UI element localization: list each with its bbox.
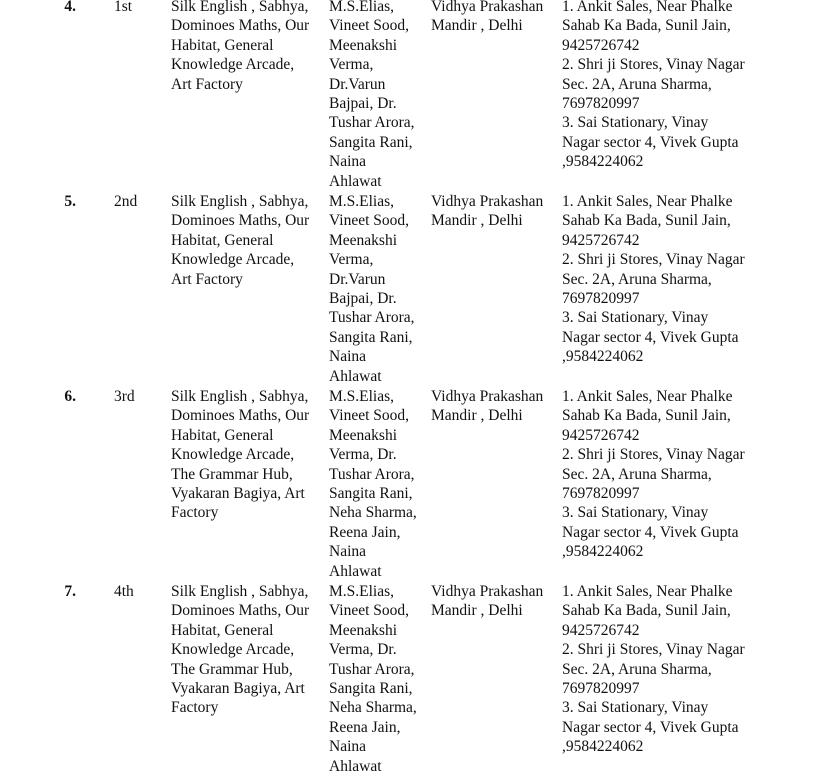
vendor-line: 7697820997 — [562, 680, 640, 698]
author-name-line: Tushar Arora, — [329, 309, 415, 327]
book-title-line: Silk English , Sabhya, — [171, 388, 309, 405]
vendors-cell — [562, 582, 802, 757]
book-title-line: Vyakaran Bagiya, Art — [171, 680, 305, 698]
author-name-line: Sangita Rani, — [329, 680, 413, 698]
author-name-line: Ahlawat — [329, 172, 382, 190]
publisher-line: Mandir , Delhi — [431, 407, 523, 425]
author-name-line: Vineet Sood, — [329, 17, 410, 35]
author-name-line: Dr.Varun — [329, 270, 386, 288]
publisher-cell — [431, 192, 562, 231]
class-cell: 3rd — [114, 388, 135, 405]
publisher-line: Vidhya Prakashan — [431, 583, 544, 600]
publisher-line: Mandir , Delhi — [431, 602, 523, 620]
vendor-line: Sahab Ka Bada, Sunil Jain, — [562, 407, 731, 425]
vendor-line: Sahab Ka Bada, Sunil Jain, — [562, 602, 731, 620]
book-title-line: Dominoes Maths, Our — [171, 17, 310, 35]
author-name-line: Tushar Arora, — [329, 465, 415, 483]
author-name-line: Neha Sharma, — [329, 504, 417, 522]
author-name-line: Tushar Arora, — [329, 114, 415, 132]
vendor-line: 9425726742 — [562, 36, 640, 54]
author-name-line: Ahlawat — [329, 367, 382, 385]
author-name-line: Verma, Dr. — [329, 641, 397, 659]
vendor-line: 1. Ankit Sales, Near Phalke — [562, 388, 733, 405]
vendor-line: 1. Ankit Sales, Near Phalke — [562, 193, 733, 210]
vendor-line: 9425726742 — [562, 426, 640, 444]
book-title-line: The Grammar Hub, — [171, 660, 293, 678]
vendor-line: 7697820997 — [562, 95, 640, 113]
author-name-line: Reena Jain, — [329, 718, 401, 736]
book-title-line: Habitat, General — [171, 621, 274, 639]
serial-number-cell: 5. — [64, 193, 76, 210]
books-cell — [171, 192, 329, 289]
author-name-line: Meenakshi — [329, 231, 398, 249]
books-cell — [171, 387, 329, 523]
vendor-line: 2. Shri ji Stores, Vinay Nagar — [562, 446, 745, 464]
author-name-line: Vineet Sood, — [329, 602, 410, 620]
book-title-line: Knowledge Arcade, — [171, 641, 295, 659]
table-row — [0, 192, 814, 387]
publisher-line: Vidhya Prakashan — [431, 388, 544, 405]
author-name-line: Naina — [329, 738, 367, 756]
vendor-line: Sec. 2A, Aruna Sharma, — [562, 465, 712, 483]
author-name-line: Dr.Varun — [329, 75, 386, 93]
book-title-line: Art Factory — [171, 270, 243, 288]
vendor-line: 3. Sai Stationary, Vinay — [562, 699, 709, 717]
serial-number-cell: 7. — [64, 583, 76, 600]
publisher-line: Mandir , Delhi — [431, 17, 523, 35]
vendor-line: ,9584224062 — [562, 348, 644, 366]
book-title-line: Dominoes Maths, Our — [171, 602, 310, 620]
book-title-line: Silk English , Sabhya, — [171, 583, 309, 600]
serial-number-cell: 6. — [64, 388, 76, 405]
table-row — [0, 0, 814, 192]
serial-number-cell: 4. — [64, 0, 76, 15]
vendor-line: 7697820997 — [562, 485, 640, 503]
vendor-line: 9425726742 — [562, 231, 640, 249]
publisher-line: Vidhya Prakashan — [431, 0, 544, 15]
author-name-line: Reena Jain, — [329, 523, 401, 541]
author-name-line: Bajpai, Dr. — [329, 95, 397, 113]
author-name-line: Verma, Dr. — [329, 446, 397, 464]
vendor-line: Nagar sector 4, Vivek Gupta — [562, 133, 739, 151]
author-name-line: M.S.Elias, — [329, 388, 395, 405]
books-cell — [171, 0, 329, 94]
book-title-line: Silk English , Sabhya, — [171, 0, 309, 15]
vendor-line: 2. Shri ji Stores, Vinay Nagar — [562, 641, 745, 659]
vendors-cell — [562, 387, 802, 562]
vendors-cell — [562, 192, 802, 367]
author-name-line: Naina — [329, 348, 367, 366]
author-name-line: Meenakshi — [329, 621, 398, 639]
table-row — [0, 387, 814, 582]
author-name-line: Sangita Rani, — [329, 485, 413, 503]
authors-cell — [329, 387, 431, 581]
vendor-line: 3. Sai Stationary, Vinay — [562, 504, 709, 522]
book-title-line: Art Factory — [171, 75, 243, 93]
vendor-line: Sec. 2A, Aruna Sharma, — [562, 270, 712, 288]
author-name-line: Naina — [329, 543, 367, 561]
class-cell: 1st — [114, 0, 133, 15]
vendor-line: 3. Sai Stationary, Vinay — [562, 309, 709, 327]
publisher-cell — [431, 0, 562, 36]
author-name-line: M.S.Elias, — [329, 0, 395, 15]
author-name-line: M.S.Elias, — [329, 193, 395, 210]
publisher-line: Mandir , Delhi — [431, 212, 523, 230]
book-title-line: Silk English , Sabhya, — [171, 193, 309, 210]
vendor-line: 1. Ankit Sales, Near Phalke — [562, 583, 733, 600]
author-name-line: Tushar Arora, — [329, 660, 415, 678]
book-title-line: Knowledge Arcade, — [171, 56, 295, 74]
author-name-line: Meenakshi — [329, 426, 398, 444]
authors-cell — [329, 0, 431, 191]
book-title-line: Dominoes Maths, Our — [171, 407, 310, 425]
author-name-line: Bajpai, Dr. — [329, 290, 397, 308]
vendor-line: 3. Sai Stationary, Vinay — [562, 114, 709, 132]
book-title-line: Knowledge Arcade, — [171, 446, 295, 464]
vendors-cell — [562, 0, 802, 172]
authors-cell — [329, 192, 431, 386]
book-title-line: Habitat, General — [171, 426, 274, 444]
vendor-line: Sec. 2A, Aruna Sharma, — [562, 75, 712, 93]
author-name-line: Meenakshi — [329, 36, 398, 54]
publisher-line: Vidhya Prakashan — [431, 193, 544, 210]
book-title-line: Factory — [171, 504, 219, 522]
vendor-line: Nagar sector 4, Vivek Gupta — [562, 718, 739, 736]
author-name-line: Vineet Sood, — [329, 212, 410, 230]
author-name-line: Vineet Sood, — [329, 407, 410, 425]
authors-cell — [329, 582, 431, 776]
vendor-line: 9425726742 — [562, 621, 640, 639]
vendor-line: 1. Ankit Sales, Near Phalke — [562, 0, 733, 15]
vendor-line: Sahab Ka Bada, Sunil Jain, — [562, 17, 731, 35]
class-cell: 4th — [114, 583, 134, 600]
vendor-line: ,9584224062 — [562, 153, 644, 171]
author-name-line: Ahlawat — [329, 757, 382, 775]
vendor-line: 2. Shri ji Stores, Vinay Nagar — [562, 251, 745, 269]
vendor-line: Sahab Ka Bada, Sunil Jain, — [562, 212, 731, 230]
vendor-line: Nagar sector 4, Vivek Gupta — [562, 523, 739, 541]
vendor-line: ,9584224062 — [562, 543, 644, 561]
author-name-line: Naina — [329, 153, 367, 171]
book-title-line: Habitat, General — [171, 231, 274, 249]
publisher-cell — [431, 582, 562, 621]
vendor-line: Nagar sector 4, Vivek Gupta — [562, 328, 739, 346]
table-row — [0, 582, 814, 777]
book-title-line: Vyakaran Bagiya, Art — [171, 485, 305, 503]
class-cell: 2nd — [114, 193, 138, 210]
vendor-line: 7697820997 — [562, 290, 640, 308]
author-name-line: Verma, — [329, 251, 374, 269]
vendor-line: ,9584224062 — [562, 738, 644, 756]
book-title-line: The Grammar Hub, — [171, 465, 293, 483]
author-name-line: Ahlawat — [329, 562, 382, 580]
book-title-line: Dominoes Maths, Our — [171, 212, 310, 230]
books-cell — [171, 582, 329, 718]
author-name-line: Neha Sharma, — [329, 699, 417, 717]
author-name-line: Verma, — [329, 56, 374, 74]
vendor-line: 2. Shri ji Stores, Vinay Nagar — [562, 56, 745, 74]
vendor-line: Sec. 2A, Aruna Sharma, — [562, 660, 712, 678]
publisher-cell — [431, 387, 562, 426]
book-title-line: Habitat, General — [171, 36, 274, 54]
author-name-line: Sangita Rani, — [329, 328, 413, 346]
book-title-line: Factory — [171, 699, 219, 717]
author-name-line: Sangita Rani, — [329, 133, 413, 151]
author-name-line: M.S.Elias, — [329, 583, 395, 600]
book-title-line: Knowledge Arcade, — [171, 251, 295, 269]
